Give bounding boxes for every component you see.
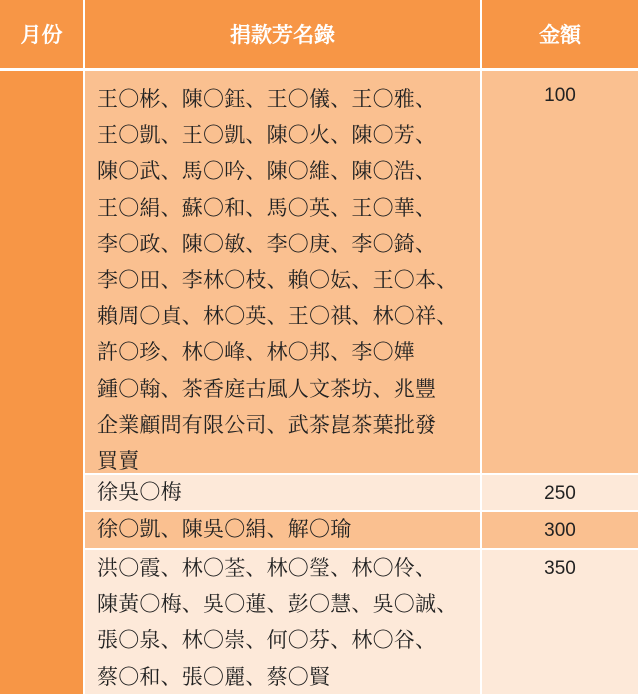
month-cell [0, 71, 83, 694]
header-donors: 捐款芳名錄 [85, 0, 480, 68]
amount-row-1: 100 [482, 71, 638, 473]
amount-row-3: 300 [482, 512, 638, 548]
donor-names-row-1: 王〇彬、陳〇鈺、王〇儀、王〇雅、 王〇凱、王〇凱、陳〇火、陳〇芳、 陳〇武、馬〇吟、陳〇維、陳〇浩、 王〇絹、蘇〇和、馬〇英、王〇華、 李〇政、陳〇敏、李〇庚、李〇錡、 李〇田、李林〇枝、賴〇妘、王〇本、 賴周〇貞、林〇英、王〇祺、林〇祥、 許〇珍、林〇峰、林〇邦、李〇嬅 鍾〇翰、茶香庭古風人文茶坊、兆豐 企業顧問有限公司、武茶崑茶葉批發 買賣 [85, 71, 480, 473]
donor-names-row-3: 徐〇凱、陳吳〇絹、解〇瑜 [85, 512, 480, 548]
header-month: 月份 [0, 0, 83, 68]
header-amount: 金額 [482, 0, 638, 68]
donor-names-row-2: 徐吳〇梅 [85, 475, 480, 510]
amount-row-4: 350 [482, 550, 638, 694]
amount-row-2: 250 [482, 475, 638, 510]
donor-names-row-4: 洪〇霞、林〇荃、林〇瑩、林〇伶、 陳黃〇梅、吳〇蓮、彭〇慧、吳〇誠、 張〇泉、林〇崇、何〇芬、林〇谷、 蔡〇和、張〇麗、蔡〇賢 [85, 550, 480, 694]
